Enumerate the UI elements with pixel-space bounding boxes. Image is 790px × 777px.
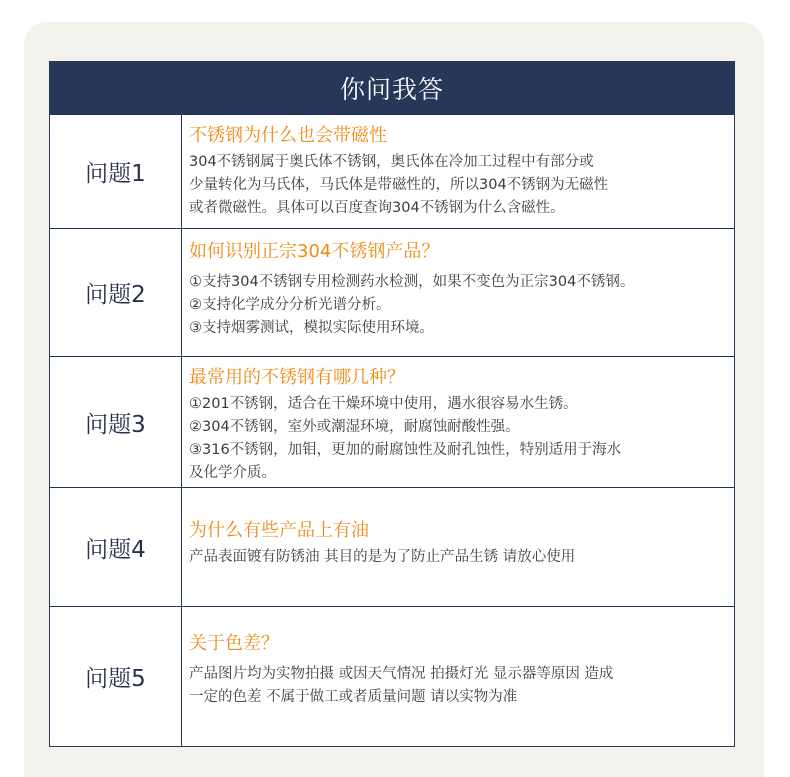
question-label: 问题2 xyxy=(50,229,182,356)
answer-line: ③316不锈钢，加钼，更加的耐腐蚀性及耐孔蚀性，特别适用于海水 xyxy=(189,442,622,458)
answer-line: 产品表面镀有防锈油 其目的是为了防止产品生锈 请放心使用 xyxy=(189,549,576,565)
table-row xyxy=(50,114,734,228)
answer-line: 及化学介质。 xyxy=(189,465,276,481)
answer-line: ②304不锈钢，室外或潮湿环境，耐腐蚀耐酸性强。 xyxy=(189,419,520,435)
question-title: 为什么有些产品上有油 xyxy=(189,520,369,541)
table-title: 你问我答 xyxy=(50,62,734,114)
table-row xyxy=(50,606,734,746)
question-title: 最常用的不锈钢有哪几种？ xyxy=(189,367,405,388)
answer-line: ①支持304不锈钢专用检测药水检测，如果不变色为正宗304不锈钢。 xyxy=(189,274,635,290)
table-row xyxy=(50,356,734,487)
answer-line: 少量转化为马氏体，马氏体是带磁性的，所以304不锈钢为无磁性 xyxy=(189,177,609,193)
answer-line: 或者微磁性。具体可以百度查询304不锈钢为什么含磁性。 xyxy=(189,200,565,216)
qa-content xyxy=(182,357,734,487)
qa-content xyxy=(182,607,734,746)
table-row xyxy=(50,228,734,356)
answer-line: 产品图片均为实物拍摄 或因天气情况 拍摄灯光 显示器等原因 造成 xyxy=(189,666,614,682)
answer-line: ②支持化学成分分析光谱分析。 xyxy=(189,297,391,313)
table-row xyxy=(50,487,734,606)
question-label: 问题4 xyxy=(50,488,182,606)
qa-content xyxy=(182,488,734,606)
answer-line: 一定的色差 不属于做工或者质量问题 请以实物为准 xyxy=(189,689,518,705)
qa-content xyxy=(182,229,734,356)
answer-line: 304不锈钢属于奥氏体不锈钢，奥氏体在冷加工过程中有部分或 xyxy=(189,154,594,170)
qa-content xyxy=(182,115,734,228)
answer-line: ③支持烟雾测试，模拟实际使用环境。 xyxy=(189,320,434,336)
question-label: 问题5 xyxy=(50,607,182,746)
question-title: 不锈钢为什么也会带磁性 xyxy=(189,125,387,146)
answer-line: ①201不锈钢，适合在干燥环境中使用，遇水很容易水生锈。 xyxy=(189,396,578,412)
question-label: 问题1 xyxy=(50,115,182,228)
question-label: 问题3 xyxy=(50,357,182,487)
question-title: 如何识别正宗304不锈钢产品？ xyxy=(189,241,440,262)
question-title: 关于色差？ xyxy=(189,633,279,654)
qa-table xyxy=(49,61,735,747)
